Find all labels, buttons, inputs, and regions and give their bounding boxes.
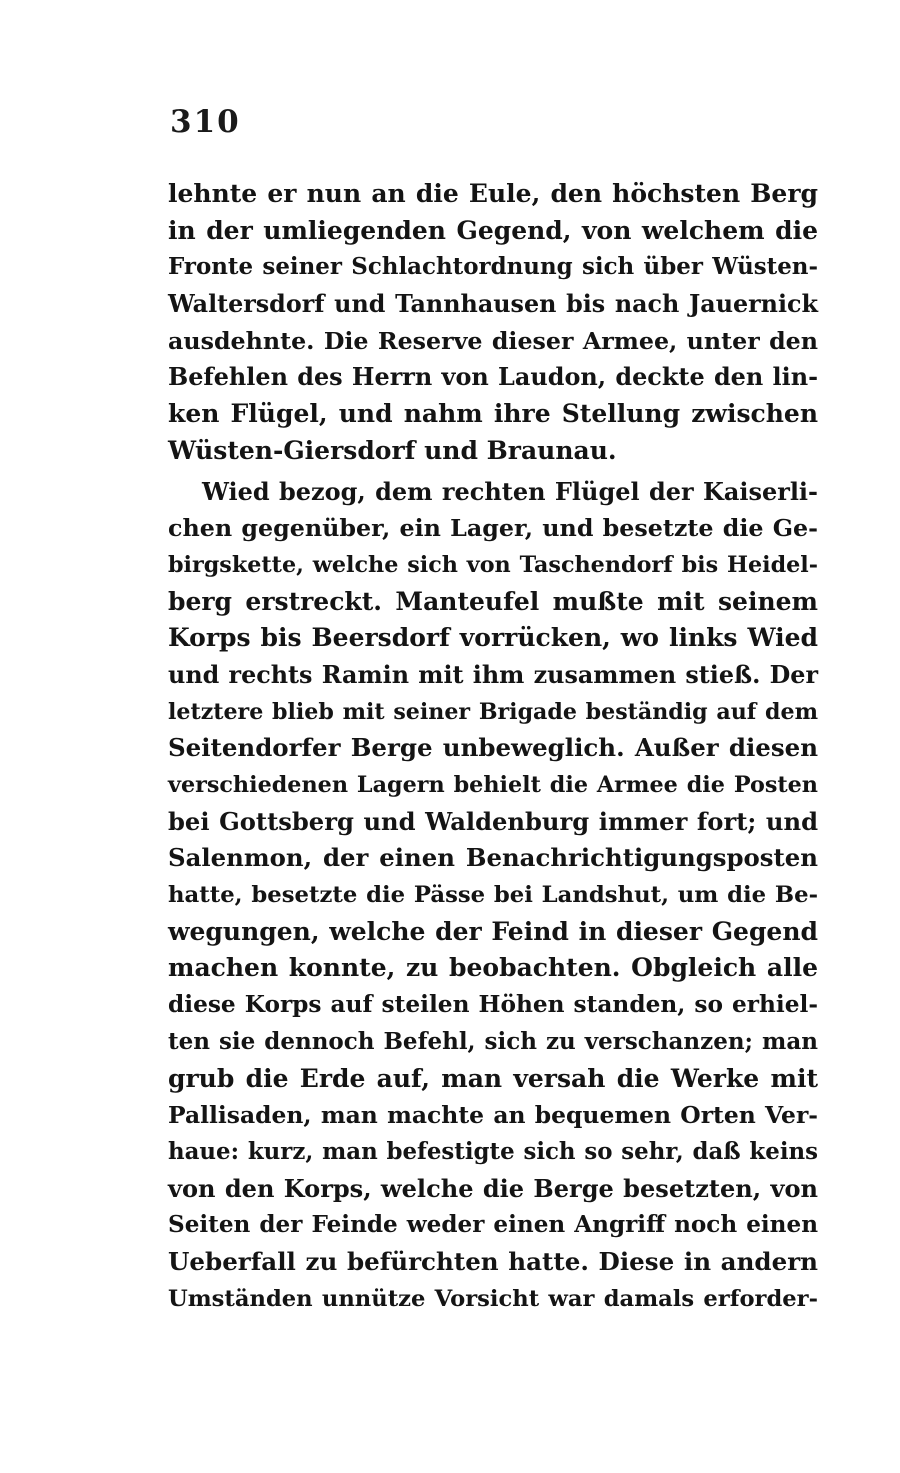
text-line: Befehlen des Herrn von Laudon, deckte den lin- bbox=[168, 363, 818, 392]
text-line: letztere blieb mit seiner Brigade beständig auf dem bbox=[168, 698, 818, 725]
text-line: diese Korps auf steilen Höhen standen, so erhiel- bbox=[168, 991, 818, 1019]
text-line: Waltersdorf und Tannhausen bis nach Jauernick bbox=[168, 290, 818, 319]
text-line: lehnte er nun an die Eule, den höchsten Berg bbox=[168, 179, 818, 208]
text-line: bei Gottsberg und Waldenburg immer fort; und bbox=[168, 806, 818, 836]
text-line: wegungen, welche der Feind in dieser Gegend bbox=[168, 916, 818, 946]
text-line: Seiten der Feinde weder einen Angriff noch einen bbox=[168, 1211, 818, 1239]
text-line: Umständen unnütze Vorsicht war damals erforder- bbox=[168, 1285, 818, 1312]
text-line: Ueberfall zu befürchten hatte. Diese in andern bbox=[168, 1246, 818, 1276]
text-line: ausdehnte. Die Reserve dieser Armee, unter den bbox=[168, 326, 818, 355]
text-line: birgskette, welche sich von Taschendorf bis Heidel- bbox=[168, 551, 818, 578]
paragraph-2 bbox=[168, 474, 818, 1318]
page-number: 310 bbox=[170, 104, 241, 140]
text-line: Wied bezog, dem rechten Flügel der Kaiserli- bbox=[202, 476, 818, 506]
text-line: in der umliegenden Gegend, von welchem die bbox=[168, 215, 818, 245]
body-text bbox=[168, 176, 818, 1317]
paragraph-1 bbox=[168, 176, 818, 470]
text-line: von den Korps, welche die Berge besetzten, von bbox=[168, 1173, 818, 1203]
text-line: ken Flügel, und nahm ihre Stellung zwischen bbox=[168, 399, 818, 429]
text-line: Korps bis Beersdorf vorrücken, wo links Wied bbox=[168, 623, 818, 653]
text-line: haue: kurz, man befestigte sich so sehr, daß keins bbox=[168, 1138, 818, 1165]
text-line: verschiedenen Lagern behielt die Armee die Posten bbox=[168, 772, 818, 798]
text-line: Wüsten-Giersdorf und Braunau. bbox=[168, 435, 617, 465]
text-line: Seitendorfer Berge unbeweglich. Außer diesen bbox=[168, 733, 818, 763]
text-line: und rechts Ramin mit ihm zusammen stieß. Der bbox=[168, 660, 818, 689]
text-line: chen gegenüber, ein Lager, und besetzte die Ge- bbox=[168, 514, 818, 543]
text-line: berg erstreckt. Manteufel mußte mit seinem bbox=[168, 586, 818, 616]
text-line: grub die Erde auf, man versah die Werke mit bbox=[168, 1063, 818, 1093]
text-line: Pallisaden, man machte an bequemen Orten Ver- bbox=[168, 1101, 818, 1130]
text-line: ten sie dennoch Befehl, sich zu verschanzen; man bbox=[168, 1027, 818, 1055]
text-line: Fronte seiner Schlachtordnung sich über Wüsten- bbox=[168, 253, 818, 281]
text-line: Salenmon, der einen Benachrichtigungsposten bbox=[168, 843, 818, 873]
text-line: machen konnte, zu beobachten. Obgleich alle bbox=[168, 953, 818, 983]
text-line: hatte, besetzte die Pässe bei Landshut, um die Be- bbox=[168, 882, 818, 909]
